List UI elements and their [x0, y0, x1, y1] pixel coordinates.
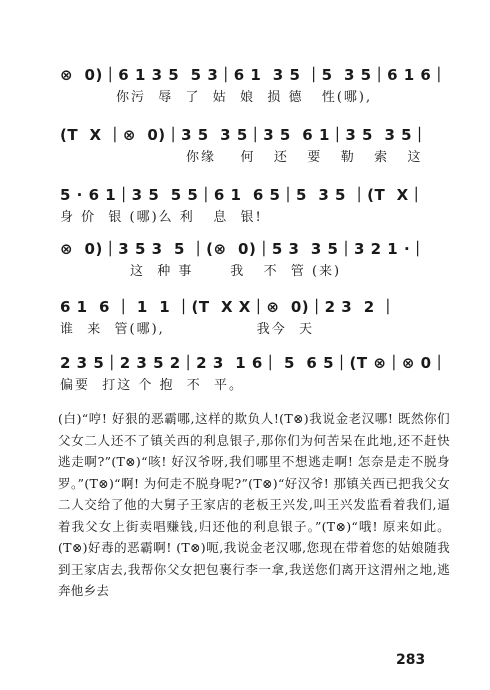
- lyrics-line: 谁 来 管(哪), 我今 天: [60, 322, 315, 337]
- lyrics-line: 这 种 事 我 不 管 (来): [130, 264, 342, 279]
- lyrics-line: 身 价 银 (哪)么 利 息 银!: [60, 210, 263, 225]
- score-line-1: [60, 64, 450, 120]
- lyrics-line: 你污 辱 了 姑 娘 损 德 性(哪),: [116, 90, 373, 105]
- jianpu-notes: ⊗ 0)｜6 1 3 5 5 3｜6 1 3 5 ｜5 3 5｜6 1 6｜: [60, 66, 447, 84]
- lyrics-line: 你缘 何 还 要 勒 索 这: [186, 150, 423, 165]
- jianpu-notes: ⊗ 0)｜3 5 3 5 ｜(⊗ 0)｜5 3 3 5｜3 2 1 ·｜: [60, 240, 426, 258]
- page-number: 283: [396, 652, 426, 668]
- lyrics-line: 偏要 打这 个 抱 不 平。: [60, 378, 245, 393]
- jianpu-notes: 5 · 6 1｜3 5 5 5｜6 1 6 5｜5 3 5 ｜(T X｜: [60, 186, 425, 204]
- score-line-3: [60, 184, 450, 240]
- jianpu-notes: 6 1 6 ｜ 1 1 ｜(T X X｜⊗ 0)｜2 3 2 ｜: [60, 298, 396, 316]
- dialogue-text: [58, 408, 450, 602]
- score-line-6: [60, 352, 450, 408]
- score-line-4: [60, 238, 450, 294]
- jianpu-notes: 2 3 5｜2 3 5 2｜2 3 1 6｜ 5 6 5｜(T ⊗｜⊗ 0｜: [60, 354, 448, 372]
- dialogue-paragraph: (白)“哼! 好狠的恶霸哪,这样的欺负人!(T⊗)我说金老汉哪! 既然你们父女二人还不了镇关西的利息银子,那你们为何苦呆在此地,还不赶快逃走啊?”(T⊗)“咳! 好汉爷呀,我们哪里不想逃走啊! 怎奈是走不脱身罗。”(T⊗)“啊! 为何走不脱身呢?”(T⊗)“好汉爷! 那镇关西已把我父女二人交给了他的大舅子王家店的老板王兴发,叫王兴发监看着我们,逼着我父女上街卖唱赚钱,归还他的利息银子。”(T⊗)“哦! 原来如此。(T⊗)好毒的恶霸啊! (T⊗)呃,我说金老汉哪,您现在带着您的姑娘随我到王家店去,我帮你父女把包裹行李一拿,我送您们离开这渭州之地,逃奔他乡去: [58, 411, 450, 598]
- score-line-2: [60, 124, 450, 180]
- jianpu-notes: (T X ｜⊗ 0)｜3 5 3 5｜3 5 6 1｜3 5 3 5｜: [60, 126, 428, 144]
- score-line-5: [60, 296, 450, 352]
